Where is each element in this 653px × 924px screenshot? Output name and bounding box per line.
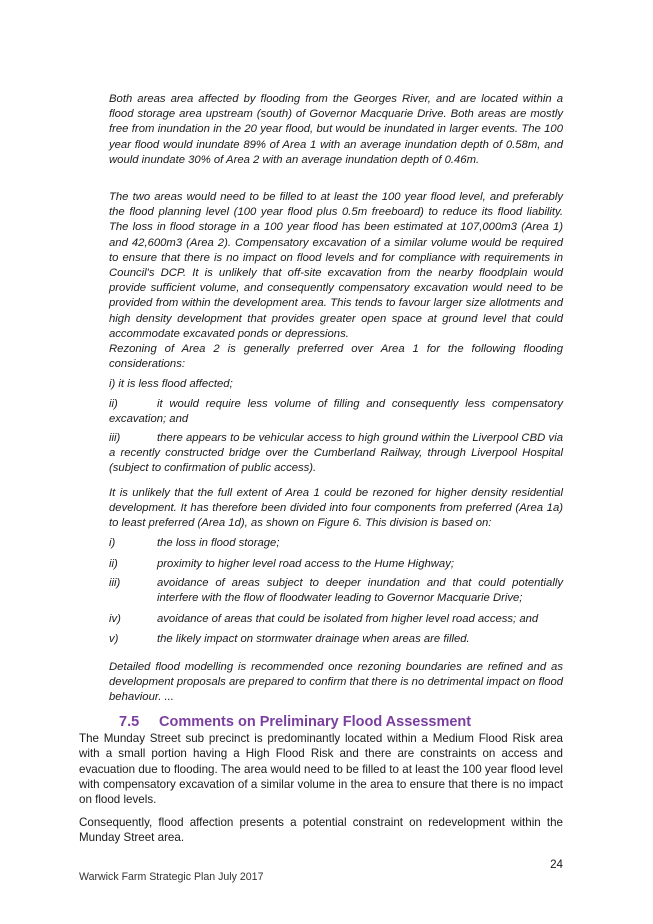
basis-item-2: [109, 557, 563, 573]
page-number: 24: [550, 858, 563, 871]
list-text: it would require less volume of filling and consequently less compensatory excavation; and: [109, 398, 563, 426]
list-text: avoidance of areas subject to deeper inundation and that could potentially interfere with the flow of floodwater leading to Governor Macquarie Drive;: [157, 577, 563, 605]
list-number: ii): [109, 398, 118, 410]
list-number: iii): [109, 577, 121, 589]
list-text: there appears to be vehicular access to high ground within the Liverpool CBD via a recently constructed bridge over the Cumberland Railway, through Liverpool Hospital (subject to confirmation of public access).: [109, 432, 563, 475]
quote-text: Detailed flood modelling is recommended once rezoning boundaries are refined and as development proposals are prepared to confirm that there is no detrimental impact on flood behaviour. ...: [109, 661, 564, 704]
list-text: it is less flood affected;: [118, 378, 233, 390]
quote-text: Both areas area affected by flooding from the Georges River, and are located within a flood storage area upstream (south) of Governor Macquarie Drive. Both areas are mostly free from inundation in the 20 year flood, but would be inundated in larger events. The 100 year flood would inundate 89% of Area 1 with an average inundation depth of 0.58m, and would inundate 30% of Area 2 with an average inundation depth of 0.46m.: [109, 93, 563, 166]
basis-item-3: [109, 576, 563, 608]
list-number: v): [109, 633, 119, 645]
list-number: i): [109, 537, 116, 549]
quote-text: Rezoning of Area 2 is generally preferred over Area 1 for the following flooding considerations:: [109, 343, 563, 371]
quote-paragraph-area1: [109, 486, 563, 532]
reason-item-3: [109, 431, 563, 479]
list-number: iii): [109, 432, 121, 444]
list-number: ii): [109, 558, 118, 570]
section-heading: [119, 714, 471, 730]
list-number: i): [109, 378, 116, 390]
basis-item-1: [109, 536, 563, 552]
reason-item-1: [109, 377, 563, 392]
section-title: Comments on Preliminary Flood Assessment: [159, 714, 472, 730]
list-text: the likely impact on stormwater drainage when areas are filled.: [157, 633, 470, 645]
basis-item-4: [109, 612, 563, 628]
section-paragraph-1: The Munday Street sub precinct is predominantly located within a Medium Flood Risk area with a small portion having a High Flood Risk and there are constraints on access and evacuation due to flooding. The area would need to be filled to at least the 100 year flood level with compensatory excavation of a similar volume in the area to ensure that there is no impact on flood levels.: [79, 732, 563, 807]
list-text: proximity to higher level road access to the Hume Highway;: [157, 558, 454, 570]
list-text: the loss in flood storage;: [157, 537, 280, 549]
section-number: 7.5: [119, 714, 140, 730]
footer-text: Warwick Farm Strategic Plan July 2017: [79, 871, 264, 883]
quote-text: It is unlikely that the full extent of Area 1 could be rezoned for higher density residential development. It has therefore been divided into four components from preferred (Area 1a) to least preferred (Area 1d), as shown on Figure 6. This division is based on:: [109, 487, 563, 530]
list-number: iv): [109, 613, 121, 625]
section-paragraph-2: Consequently, flood affection presents a potential constraint on redevelopment within the Munday Street area.: [79, 816, 563, 845]
quote-text: The two areas would need to be filled to at least the 100 year flood level, and preferably the flood planning level (100 year flood plus 0.5m freeboard) to reduce its flood liability. The loss in flood storage in a 100 year flood has been estimated at 107,000m3 (Area 1) and 42,600m3 (Area 2). Compensatory excavation of a similar volume would be required to ensure that there is no impact on flood levels and for compliance with requirements in Council's DCP. It is unlikely that off-site excavation from the nearby floodplain would provide sufficient volume, and consequently compensatory excavation would need to be provided from within the development area. This tends to favour larger size allotments and high density development that provides greater open space at ground level that could accommodate excavated ponds or depressions.: [109, 191, 563, 340]
quote-paragraph-rezoning: [109, 342, 563, 372]
reason-item-2: [109, 397, 563, 429]
quote-paragraph-filling: [109, 190, 563, 342]
basis-item-5: [109, 632, 563, 648]
quote-paragraph-flooding-areas: [109, 92, 563, 168]
list-text: avoidance of areas that could be isolated from higher level road access; and: [157, 613, 539, 625]
quote-paragraph-modelling: [109, 660, 563, 706]
